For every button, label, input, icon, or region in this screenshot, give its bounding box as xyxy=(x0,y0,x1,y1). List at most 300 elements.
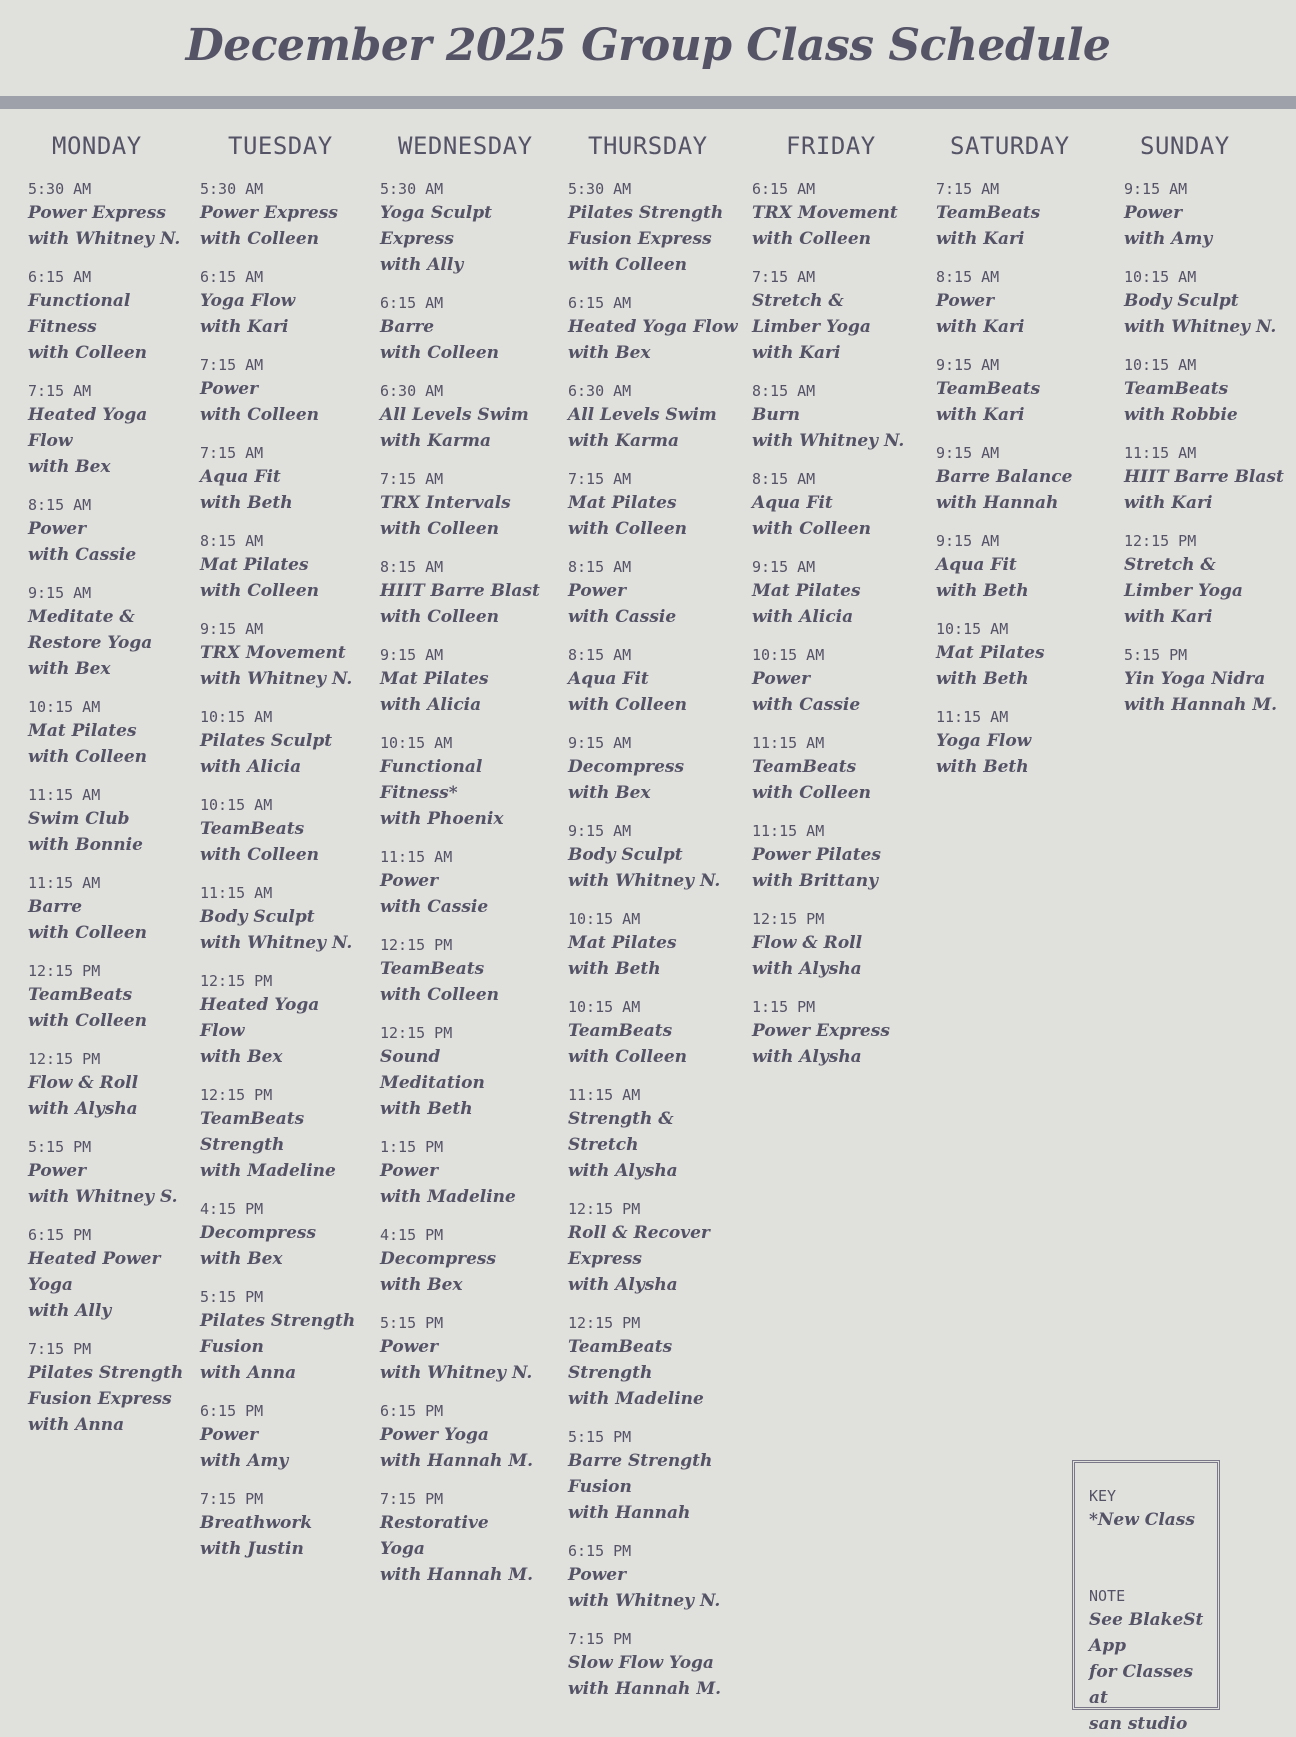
class-name: Aqua Fit xyxy=(936,555,1017,575)
class-entry xyxy=(568,644,738,718)
class-entry xyxy=(752,820,904,894)
class-name: Stretch & Limber Yoga xyxy=(1124,555,1243,601)
class-name: Barre Strength Fusion xyxy=(568,1451,713,1497)
class-entry xyxy=(200,1198,355,1272)
class-time: 8:15 AM xyxy=(752,382,816,400)
class-entry xyxy=(568,468,738,542)
class-time: 9:15 AM xyxy=(28,584,92,602)
class-entry xyxy=(28,266,183,366)
class-entry xyxy=(380,1312,540,1386)
day-column-thursday xyxy=(568,132,738,1716)
day-header: SATURDAY xyxy=(950,132,1070,160)
class-instructor: with Whitney N. xyxy=(1124,317,1277,337)
class-instructor: with Beth xyxy=(380,1099,473,1119)
class-name: Yin Yoga Nidra xyxy=(1124,669,1266,689)
class-entry xyxy=(200,1400,355,1474)
class-name: Body Sculpt xyxy=(1124,291,1239,311)
class-name: Power xyxy=(380,1161,439,1181)
class-entry xyxy=(28,1136,183,1210)
class-instructor: with Beth xyxy=(936,669,1029,689)
class-instructor: with Colleen xyxy=(28,343,147,363)
class-time: 9:15 AM xyxy=(936,444,1000,462)
class-name: Heated Yoga Flow xyxy=(568,317,738,337)
class-time: 11:15 AM xyxy=(200,884,273,902)
day-header: THURSDAY xyxy=(588,132,708,160)
class-instructor: with Colleen xyxy=(568,519,687,539)
day-column-tuesday xyxy=(200,132,355,1576)
class-instructor: with Colleen xyxy=(752,519,871,539)
class-instructor: with Hannah xyxy=(568,1503,691,1523)
class-time: 7:15 AM xyxy=(380,470,444,488)
class-instructor: with Kari xyxy=(752,343,841,363)
key-text: *New Class xyxy=(1089,1510,1195,1530)
class-instructor: with Cassie xyxy=(28,545,137,565)
class-name: Yoga Flow xyxy=(200,291,296,311)
class-name: Aqua Fit xyxy=(568,669,649,689)
class-name: All Levels Swim xyxy=(568,405,717,425)
class-time: 7:15 PM xyxy=(380,1490,444,1508)
class-entry xyxy=(380,846,540,920)
class-name: Power xyxy=(568,581,627,601)
class-name: Flow & Roll xyxy=(752,933,863,953)
class-time: 11:15 AM xyxy=(752,822,825,840)
note-label: NOTE xyxy=(1089,1587,1126,1605)
class-instructor: with Kari xyxy=(936,317,1025,337)
class-name: Slow Flow Yoga xyxy=(568,1653,714,1673)
class-name: Power xyxy=(200,379,259,399)
class-name: TeamBeats xyxy=(936,203,1041,223)
class-time: 12:15 PM xyxy=(28,962,101,980)
class-time: 6:15 PM xyxy=(200,1402,264,1420)
class-name: All Levels Swim xyxy=(380,405,529,425)
class-instructor: with Colleen xyxy=(200,845,319,865)
day-header: FRIDAY xyxy=(786,132,876,160)
class-entry xyxy=(200,794,355,868)
class-name: HIIT Barre Blast xyxy=(1124,467,1284,487)
class-name: Pilates Strength Fusion Express xyxy=(568,203,724,249)
class-time: 6:15 PM xyxy=(28,1226,92,1244)
class-entry xyxy=(936,442,1072,516)
class-entry xyxy=(568,1312,738,1412)
class-name: Power xyxy=(28,1161,87,1181)
class-time: 6:15 PM xyxy=(380,1402,444,1420)
class-name: TeamBeats xyxy=(1124,379,1229,399)
class-name: TeamBeats xyxy=(380,959,485,979)
class-entry xyxy=(28,784,183,858)
class-name: TeamBeats Strength xyxy=(200,1109,305,1155)
class-entry xyxy=(752,266,904,366)
class-entry xyxy=(200,442,355,516)
class-name: TRX Movement xyxy=(200,643,346,663)
class-instructor: with Alysha xyxy=(752,1047,862,1067)
class-instructor: with Anna xyxy=(28,1415,125,1435)
class-name: Decompress xyxy=(568,757,685,777)
class-entry xyxy=(380,380,540,454)
class-time: 12:15 PM xyxy=(1124,532,1197,550)
class-name: Aqua Fit xyxy=(200,467,281,487)
class-instructor: with Whitney N. xyxy=(752,431,905,451)
class-instructor: with Anna xyxy=(200,1363,297,1383)
class-entry xyxy=(752,996,904,1070)
class-time: 12:15 PM xyxy=(752,910,825,928)
class-name: Barre xyxy=(380,317,435,337)
class-name: Strength & Stretch xyxy=(568,1109,674,1155)
class-instructor: with Bex xyxy=(200,1047,283,1067)
class-instructor: with Whitney N. xyxy=(380,1363,533,1383)
class-time: 12:15 PM xyxy=(380,936,453,954)
class-entry xyxy=(1124,644,1284,718)
class-instructor: with Colleen xyxy=(380,985,499,1005)
class-instructor: with Colleen xyxy=(752,783,871,803)
class-entry xyxy=(200,706,355,780)
class-name: Power xyxy=(28,519,87,539)
class-time: 5:15 PM xyxy=(568,1428,632,1446)
class-entry xyxy=(568,380,738,454)
class-time: 7:15 PM xyxy=(200,1490,264,1508)
class-time: 10:15 AM xyxy=(568,910,641,928)
class-name: Heated Yoga Flow xyxy=(28,405,148,451)
class-name: Heated Yoga Flow xyxy=(200,995,320,1041)
class-instructor: with Brittany xyxy=(752,871,878,891)
class-entry xyxy=(380,1136,540,1210)
class-time: 11:15 AM xyxy=(1124,444,1197,462)
class-entry xyxy=(380,556,540,630)
class-instructor: with Hannah xyxy=(936,493,1059,513)
class-instructor: with Kari xyxy=(1124,493,1213,513)
class-name: TeamBeats xyxy=(200,819,305,839)
class-instructor: with Hannah M. xyxy=(1124,695,1278,715)
class-instructor: with Colleen xyxy=(752,229,871,249)
class-instructor: with Karma xyxy=(380,431,491,451)
class-entry xyxy=(200,1286,355,1386)
class-time: 7:15 AM xyxy=(752,268,816,286)
class-entry xyxy=(1124,178,1284,252)
class-time: 8:15 AM xyxy=(568,558,632,576)
class-time: 7:15 PM xyxy=(568,1630,632,1648)
class-entry xyxy=(28,1048,183,1122)
class-time: 7:15 PM xyxy=(28,1340,92,1358)
class-instructor: with Colleen xyxy=(28,747,147,767)
class-time: 5:30 AM xyxy=(568,180,632,198)
class-time: 7:15 AM xyxy=(568,470,632,488)
class-name: Pilates Strength Fusion xyxy=(200,1311,356,1357)
class-instructor: with Colleen xyxy=(200,581,319,601)
class-name: Functional Fitness* xyxy=(380,757,483,803)
class-entry xyxy=(28,696,183,770)
class-time: 6:15 AM xyxy=(568,294,632,312)
class-time: 10:15 AM xyxy=(936,620,1009,638)
class-instructor: with Justin xyxy=(200,1539,304,1559)
class-instructor: with Bex xyxy=(380,1275,463,1295)
class-entry xyxy=(568,996,738,1070)
class-entry xyxy=(568,732,738,806)
class-entry xyxy=(752,644,904,718)
class-time: 6:15 AM xyxy=(380,294,444,312)
class-time: 8:15 AM xyxy=(568,646,632,664)
class-entry xyxy=(752,732,904,806)
class-time: 12:15 PM xyxy=(28,1050,101,1068)
class-time: 8:15 AM xyxy=(380,558,444,576)
class-entry xyxy=(568,820,738,894)
class-entry xyxy=(380,1224,540,1298)
class-name: Body Sculpt xyxy=(200,907,315,927)
class-name: Power Express xyxy=(200,203,338,223)
class-time: 7:15 AM xyxy=(936,180,1000,198)
class-time: 11:15 AM xyxy=(380,848,453,866)
class-instructor: with Bex xyxy=(28,659,111,679)
class-time: 12:15 PM xyxy=(568,1200,641,1218)
class-entry xyxy=(380,732,540,832)
class-name: Power Express xyxy=(752,1021,890,1041)
class-instructor: with Whitney N. xyxy=(200,933,353,953)
class-instructor: with Madeline xyxy=(568,1389,704,1409)
class-time: 5:15 PM xyxy=(1124,646,1188,664)
class-instructor: with Whitney N. xyxy=(568,1591,721,1611)
class-name: Flow & Roll xyxy=(28,1073,139,1093)
class-time: 6:30 AM xyxy=(568,382,632,400)
class-instructor: with Ally xyxy=(380,255,464,275)
class-time: 5:30 AM xyxy=(380,180,444,198)
class-name: Stretch & Limber Yoga xyxy=(752,291,871,337)
class-name: TeamBeats Strength xyxy=(568,1337,673,1383)
class-instructor: with Ally xyxy=(28,1301,112,1321)
class-time: 8:15 AM xyxy=(752,470,816,488)
class-time: 7:15 AM xyxy=(28,382,92,400)
class-time: 8:15 AM xyxy=(28,496,92,514)
class-name: Pilates Strength Fusion Express xyxy=(28,1363,184,1409)
class-time: 11:15 AM xyxy=(936,708,1009,726)
class-instructor: with Colleen xyxy=(200,229,319,249)
class-instructor: with Alicia xyxy=(380,695,482,715)
class-entry xyxy=(936,178,1072,252)
header-divider xyxy=(0,96,1296,109)
class-name: Mat Pilates xyxy=(380,669,489,689)
class-name: Power xyxy=(936,291,995,311)
day-column-wednesday xyxy=(380,132,540,1602)
class-instructor: with Colleen xyxy=(380,607,499,627)
page-title: December 2025 Group Class Schedule xyxy=(185,20,1111,71)
class-name: Power xyxy=(200,1425,259,1445)
class-instructor: with Alysha xyxy=(568,1161,678,1181)
class-name: Power Yoga xyxy=(380,1425,489,1445)
class-entry xyxy=(28,178,183,252)
class-time: 10:15 AM xyxy=(28,698,101,716)
class-name: Mat Pilates xyxy=(200,555,309,575)
class-entry xyxy=(380,644,540,718)
class-name: TRX Movement xyxy=(752,203,898,223)
class-time: 5:30 AM xyxy=(200,180,264,198)
class-time: 4:15 PM xyxy=(200,1200,264,1218)
class-instructor: with Colleen xyxy=(380,343,499,363)
class-name: TeamBeats xyxy=(936,379,1041,399)
class-instructor: with Kari xyxy=(936,229,1025,249)
class-instructor: with Hannah M. xyxy=(380,1451,534,1471)
class-instructor: with Robbie xyxy=(1124,405,1238,425)
class-name: Power xyxy=(752,669,811,689)
day-header: SUNDAY xyxy=(1140,132,1230,160)
class-name: Breathwork xyxy=(200,1513,313,1533)
class-name: Roll & Recover Express xyxy=(568,1223,710,1269)
class-entry xyxy=(936,266,1072,340)
class-time: 11:15 AM xyxy=(28,874,101,892)
class-entry xyxy=(380,468,540,542)
class-name: TRX Intervals xyxy=(380,493,511,513)
class-instructor: with Colleen xyxy=(200,405,319,425)
class-instructor: with Amy xyxy=(1124,229,1213,249)
class-entry xyxy=(380,292,540,366)
class-name: Decompress xyxy=(200,1223,317,1243)
class-time: 10:15 AM xyxy=(752,646,825,664)
class-instructor: with Cassie xyxy=(568,607,677,627)
class-instructor: with Alicia xyxy=(752,607,854,627)
class-entry xyxy=(200,266,355,340)
class-instructor: with Colleen xyxy=(28,1011,147,1031)
class-name: TeamBeats xyxy=(28,985,133,1005)
day-column-saturday xyxy=(936,132,1072,794)
class-instructor: with Kari xyxy=(1124,607,1213,627)
class-time: 10:15 AM xyxy=(1124,356,1197,374)
class-instructor: with Beth xyxy=(936,757,1029,777)
class-name: Heated Power Yoga xyxy=(28,1249,161,1295)
class-instructor: with Colleen xyxy=(28,923,147,943)
class-name: Meditate & Restore Yoga xyxy=(28,607,153,653)
class-instructor: with Bex xyxy=(200,1249,283,1269)
class-name: Burn xyxy=(752,405,801,425)
class-time: 5:30 AM xyxy=(28,180,92,198)
class-instructor: with Hannah M. xyxy=(380,1565,534,1585)
class-time: 5:15 PM xyxy=(200,1288,264,1306)
class-name: Barre Balance xyxy=(936,467,1073,487)
class-instructor: with Whitney N. xyxy=(568,871,721,891)
class-name: Power Pilates xyxy=(752,845,881,865)
class-entry xyxy=(28,1224,183,1324)
class-name: Mat Pilates xyxy=(568,933,677,953)
class-entry xyxy=(28,1338,183,1438)
class-instructor: with Colleen xyxy=(568,1047,687,1067)
class-entry xyxy=(752,556,904,630)
class-entry xyxy=(568,908,738,982)
class-entry xyxy=(200,354,355,428)
class-entry xyxy=(200,618,355,692)
note-text: See BlakeSt App for Classes at san studio xyxy=(1089,1610,1204,1734)
class-instructor: with Bex xyxy=(568,343,651,363)
class-name: Mat Pilates xyxy=(568,493,677,513)
class-entry xyxy=(936,706,1072,780)
class-name: TeamBeats xyxy=(752,757,857,777)
class-entry xyxy=(568,1084,738,1184)
class-name: Yoga Sculpt Express xyxy=(380,203,493,249)
class-time: 10:15 AM xyxy=(380,734,453,752)
class-name: Decompress xyxy=(380,1249,497,1269)
class-name: Barre xyxy=(28,897,83,917)
class-instructor: with Alicia xyxy=(200,757,302,777)
class-entry xyxy=(568,1198,738,1298)
key-box xyxy=(1072,1460,1220,1734)
class-entry xyxy=(568,178,738,278)
class-entry xyxy=(380,1400,540,1474)
class-entry xyxy=(200,178,355,252)
class-entry xyxy=(380,178,540,278)
day-column-monday xyxy=(28,132,183,1452)
class-time: 12:15 PM xyxy=(200,972,273,990)
class-entry xyxy=(752,380,904,454)
class-instructor: with Bex xyxy=(568,783,651,803)
class-instructor: with Karma xyxy=(568,431,679,451)
class-entry xyxy=(568,1628,738,1702)
day-column-sunday xyxy=(1124,132,1284,732)
class-name: Mat Pilates xyxy=(28,721,137,741)
class-name: Sound Meditation xyxy=(380,1047,485,1093)
class-time: 12:15 PM xyxy=(200,1086,273,1104)
class-entry xyxy=(936,354,1072,428)
class-time: 12:15 PM xyxy=(568,1314,641,1332)
class-instructor: with Beth xyxy=(936,581,1029,601)
class-instructor: with Phoenix xyxy=(380,809,504,829)
class-instructor: with Madeline xyxy=(380,1187,516,1207)
class-entry xyxy=(200,530,355,604)
class-instructor: with Bonnie xyxy=(28,835,143,855)
class-instructor: with Colleen xyxy=(568,255,687,275)
class-name: HIIT Barre Blast xyxy=(380,581,540,601)
class-instructor: with Hannah M. xyxy=(568,1679,722,1699)
class-instructor: with Whitney N. xyxy=(200,669,353,689)
class-entry xyxy=(380,1022,540,1122)
class-entry xyxy=(568,1540,738,1614)
class-name: Power xyxy=(380,871,439,891)
class-time: 9:15 AM xyxy=(380,646,444,664)
class-time: 5:15 PM xyxy=(28,1138,92,1156)
class-instructor: with Kari xyxy=(936,405,1025,425)
class-time: 1:15 PM xyxy=(752,998,816,1016)
class-instructor: with Cassie xyxy=(752,695,861,715)
class-time: 9:15 AM xyxy=(568,822,632,840)
class-time: 1:15 PM xyxy=(380,1138,444,1156)
class-entry xyxy=(1124,266,1284,340)
class-entry xyxy=(28,960,183,1034)
class-time: 10:15 AM xyxy=(200,708,273,726)
class-name: Mat Pilates xyxy=(936,643,1045,663)
class-entry xyxy=(1124,354,1284,428)
class-time: 10:15 AM xyxy=(200,796,273,814)
class-entry xyxy=(752,178,904,252)
class-entry xyxy=(380,934,540,1008)
class-time: 11:15 AM xyxy=(28,786,101,804)
class-time: 10:15 AM xyxy=(1124,268,1197,286)
class-entry xyxy=(1124,530,1284,630)
class-name: TeamBeats xyxy=(568,1021,673,1041)
class-time: 6:15 AM xyxy=(752,180,816,198)
class-time: 9:15 AM xyxy=(1124,180,1188,198)
class-time: 7:15 AM xyxy=(200,444,264,462)
class-name: Pilates Sculpt xyxy=(200,731,333,751)
class-time: 4:15 PM xyxy=(380,1226,444,1244)
class-entry xyxy=(28,582,183,682)
class-entry xyxy=(380,1488,540,1588)
class-time: 6:15 PM xyxy=(568,1542,632,1560)
class-instructor: with Bex xyxy=(28,457,111,477)
day-header: TUESDAY xyxy=(228,132,333,160)
class-name: Body Sculpt xyxy=(568,845,683,865)
class-instructor: with Alysha xyxy=(568,1275,678,1295)
class-instructor: with Beth xyxy=(568,959,661,979)
class-name: Power xyxy=(568,1565,627,1585)
class-time: 6:15 AM xyxy=(200,268,264,286)
class-time: 8:15 AM xyxy=(200,532,264,550)
class-instructor: with Alysha xyxy=(28,1099,138,1119)
class-name: Aqua Fit xyxy=(752,493,833,513)
class-time: 11:15 AM xyxy=(752,734,825,752)
class-time: 9:15 AM xyxy=(936,356,1000,374)
